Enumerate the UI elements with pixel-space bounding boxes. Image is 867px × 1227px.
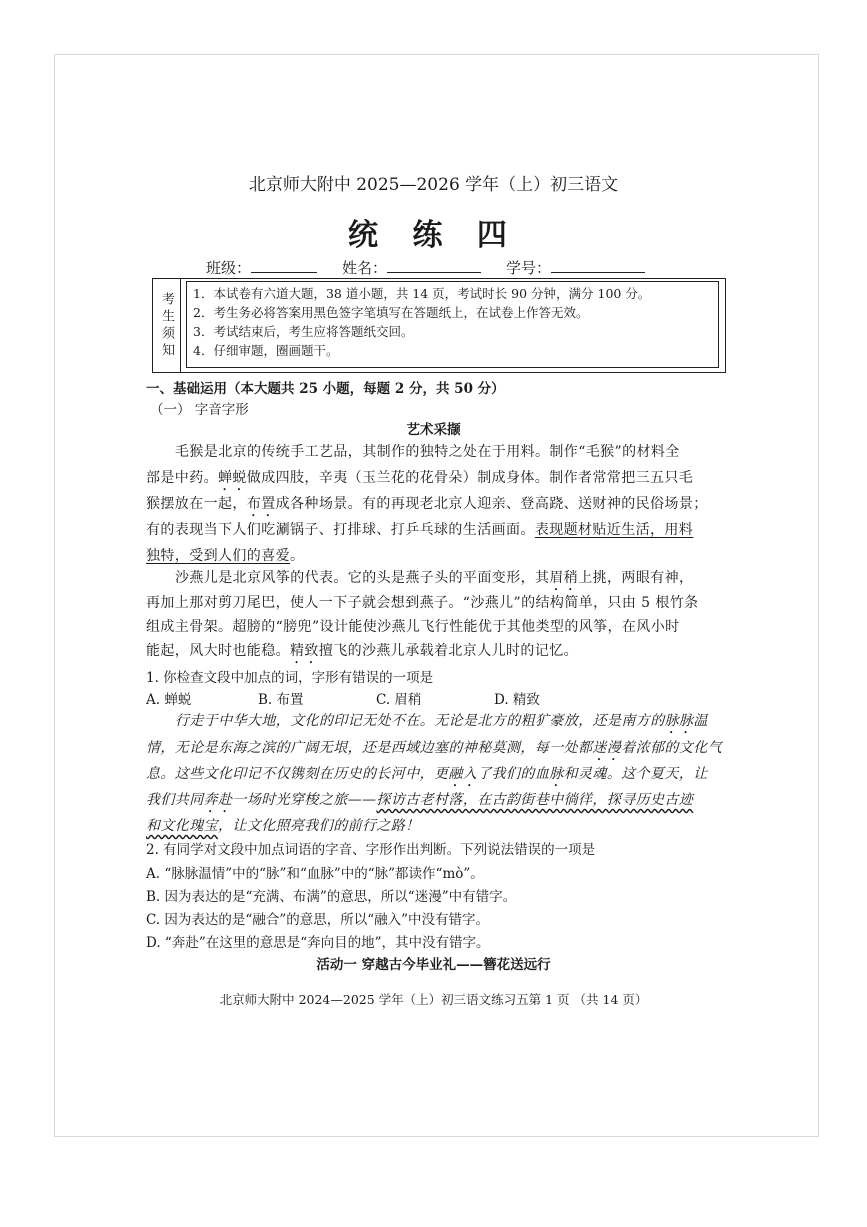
q1-option-a[interactable]: A. 蝉蜕 (146, 692, 192, 708)
notice-item: 3．考试结束后，考生应将答题纸交回。 (193, 324, 414, 339)
class-label: 班级： (206, 259, 252, 277)
question-2-stem: 2. 有同学对文段中加点词语的字音、字形作出判断。下列说法错误的一项是 (146, 842, 596, 858)
q1-option-d[interactable]: D. 精致 (494, 692, 540, 708)
notice-label: 考生须知 (159, 291, 174, 360)
dotted-word: 迷漫 (592, 740, 622, 756)
page-footer: 北京师大附中 2024—2025 学年（上）初三语文练习五第 1 页 （共 14 页） (219, 992, 648, 1007)
p2-line: 沙燕儿是北京风筝的代表。它的头是燕子头的平面变形，其眉稍上挑，两眼有神， (175, 570, 694, 586)
class-blank (251, 258, 317, 273)
subsection-heading: （一） 字音字形 (150, 402, 249, 418)
dotted-word: 精致 (290, 643, 319, 659)
dotted-word: 脉脉 (664, 713, 694, 729)
dotted-word: 融入 (448, 766, 478, 782)
q1-option-c[interactable]: C. 眉稍 (376, 692, 422, 708)
q2-option-d[interactable]: D. “奔赴”在这里的意思是“奔向目的地”，其中没有错字。 (146, 935, 490, 951)
activity-heading: 活动一 穿越古今毕业礼——簪花送远行 (316, 957, 551, 973)
p2-line: 组成主骨架。超膀的“膀兜”设计能使沙燕儿飞行性能优于其他类型的风筝，在风小时 (146, 619, 680, 635)
p3-line: 息。这些文化印记不仅镌刻在历史的长河中，更融入了我们的血脉和灵魂。这个夏天，让 (146, 766, 708, 782)
p2-line: 能起，风大时也能稳。精致擅飞的沙燕儿承载着北京人儿时的记忆。 (146, 643, 579, 659)
p3-line: 我们共同奔赴一场时光穿梭之旅——探访古老村落，在古韵街巷中徜徉，探寻历史古迹 (146, 792, 694, 808)
p3-line: 行走于中华大地，文化的印记无处不在。无论是北方的粗犷豪放，还是南方的脉脉温 (175, 713, 708, 729)
notice-box (152, 278, 726, 373)
wavy-underlined-text: 探访古老村落，在古韵街巷中徜徉，探寻历史古迹 (376, 792, 694, 808)
name-field (342, 257, 481, 278)
p1-line: 有的表现当下人们吃涮锅子、打排球、打乒乓球的生活画面。表现题材贴近生活，用料 (146, 522, 694, 538)
passage-title: 艺术采撷 (406, 422, 461, 438)
p3-line: 情，无论是东海之滨的广阔无垠，还是西域边塞的神秘莫测，每一处都迷漫着浓郁的文化气 (146, 740, 723, 756)
underlined-text: 独特，受到人们的喜爱 (146, 548, 290, 564)
dotted-word: 脉 (549, 766, 564, 782)
dotted-word: 眉稍 (549, 570, 579, 586)
class-field (206, 257, 317, 278)
p1-line: 部是中药。蝉蜕做成四肢，辛夷（玉兰花的花骨朵）制成身体。制作者常常把三五只毛 (146, 470, 694, 486)
underlined-text: 表现题材贴近生活，用料 (534, 522, 694, 538)
notice-items (186, 281, 719, 368)
name-blank (387, 258, 481, 273)
notice-item: 4．仔细审题，圈画题干。 (193, 343, 339, 358)
dotted-word: 布置 (246, 496, 276, 512)
p1-line: 猴摆放在一起，布置成各种场景。有的再现老北京人迎亲、登高跷、送财神的民俗场景； (146, 496, 708, 512)
id-label: 学号： (506, 259, 552, 277)
p2-line: 再加上那对剪刀尾巴，使人一下子就会想到燕子。“沙燕儿”的结构简单，只由 5 根竹条 (146, 595, 699, 611)
q1-option-b[interactable]: B. 布置 (258, 692, 304, 708)
notice-label-cell (153, 279, 181, 372)
id-blank (551, 258, 645, 273)
q2-option-b[interactable]: B. 因为表达的是“充满、布满”的意思，所以“迷漫”中有错字。 (146, 889, 517, 905)
exam-title: 北京师大附中 2025—2026 学年（上）初三语文 (248, 175, 619, 195)
notice-item: 2．考生务必将答案用黑色签字笔填写在答题纸上，在试卷上作答无效。 (193, 305, 589, 320)
p3-line: 和文化瑰宝，让文化照亮我们的前行之路！ (146, 818, 420, 834)
id-field (506, 257, 645, 278)
wavy-underlined-text: 和文化瑰宝 (146, 818, 218, 834)
notice-item: 1．本试卷有六道大题，38 道小题，共 14 页，考试时长 90 分钟，满分 100 分。 (193, 286, 651, 301)
question-1-stem: 1. 你检查文段中加点的词，字形有错误的一项是 (146, 670, 434, 686)
dotted-word: 奔赴 (203, 792, 233, 808)
q2-option-c[interactable]: C. 因为表达的是“融合”的意思，所以“融入”中没有错字。 (146, 912, 490, 928)
section-heading: 一、基础运用（本大题共 25 小题，每题 2 分，共 50 分） (146, 381, 505, 397)
name-label: 姓名： (342, 259, 388, 277)
p1-line: 独特，受到人们的喜爱。 (146, 548, 305, 564)
p1-line: 毛猴是北京的传统手工艺品，其制作的独特之处在于用料。制作“毛猴”的材料全 (175, 444, 680, 460)
dotted-word: 蝉蜕 (218, 470, 247, 486)
exam-subtitle: 统 练 四 (348, 218, 519, 253)
q2-option-a[interactable]: A. “脉脉温情”中的“脉”和“血脉”中的“脉”都读作“mò”。 (146, 866, 484, 882)
